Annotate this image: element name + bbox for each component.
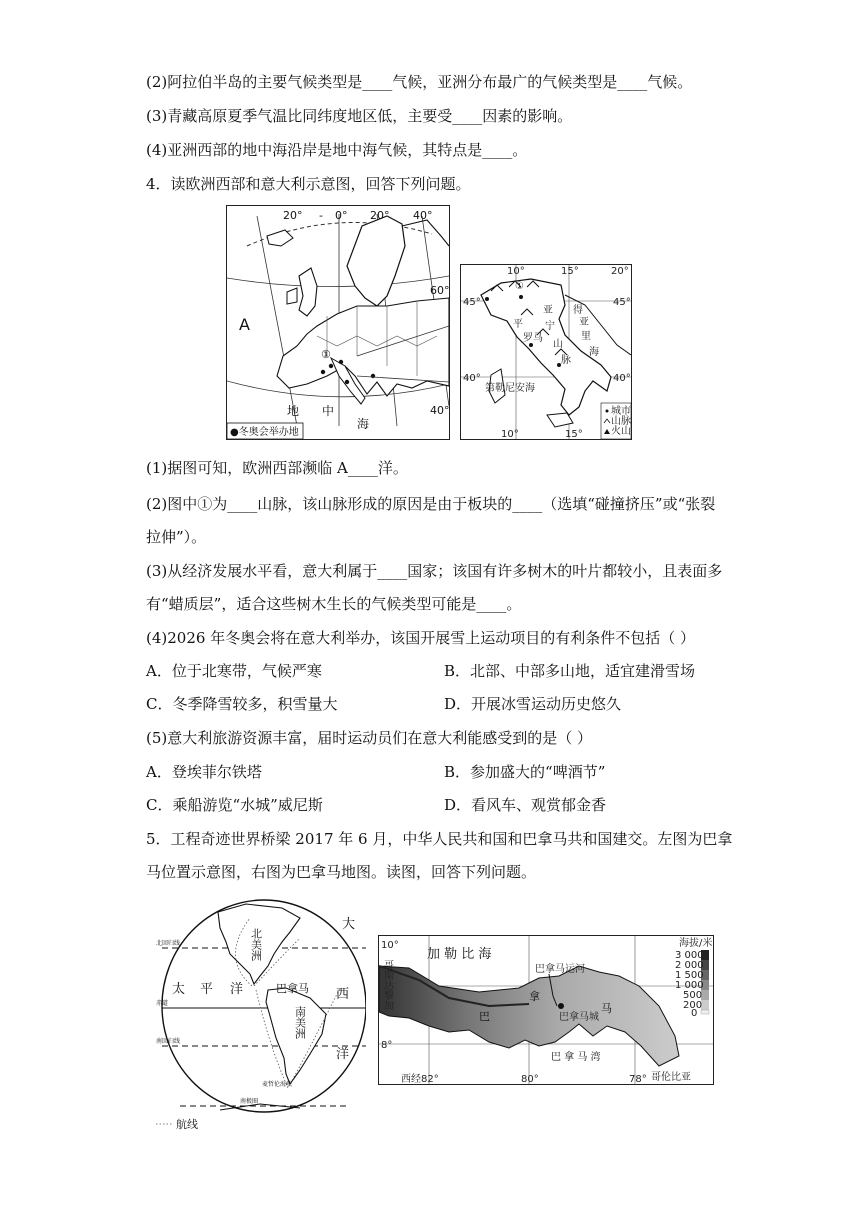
panama-lon-80: 80° (521, 1074, 539, 1084)
q4-part5-option-a: A．登埃菲尔铁塔 (146, 763, 262, 781)
panama-country-2: 巴 (479, 1010, 490, 1023)
magellan-label: 麦哲伦海峡 (262, 1081, 293, 1088)
elev-1500: 1 500 (675, 970, 704, 981)
sea-label-1: 地 (287, 404, 300, 418)
pacific-3: 洋 (230, 982, 244, 997)
q4-part4-option-c: C．冬季降雪较多，积雪量大 (146, 695, 338, 713)
italy-bottom-lon-10: 10° (501, 429, 519, 439)
antarctic-label: 南极圈 (240, 1098, 259, 1105)
south-america-label: 南美洲 (293, 1006, 307, 1039)
italy-lat-40-left: 40° (463, 373, 481, 384)
alps-marker: ① (321, 348, 331, 361)
ocean-label-a: A (239, 315, 250, 334)
europe-lon-4: 40° (413, 209, 433, 222)
q4-part3a: (3)从经济发展水平看，意大利属于____国家；该国有许多树木的叶片都较小，且表面多 (146, 562, 723, 580)
costa-rica-label: 哥斯达黎加 (381, 960, 393, 1010)
italy-label-rome: 罗马 (523, 333, 543, 344)
panama-city-label: 巴拿马城 (559, 1012, 599, 1023)
q4-part5-option-c: C．乘船游览“水城”威尼斯 (146, 796, 323, 814)
q4-part2b: 拉伸”）。 (146, 528, 207, 546)
panama-label: 巴拿马 (276, 982, 309, 995)
q4-part3b: 有“蜡质层”，适合这些树木生长的气候类型可能是____。 (146, 595, 522, 613)
tyrrhenian-sea: 第勒尼安海 (485, 383, 535, 394)
q4-part4-option-d: D．开展冰雪运动历史悠久 (444, 695, 622, 713)
colombia-label: 哥伦比亚 (651, 1072, 691, 1083)
italy-label-1: 亚 (543, 305, 553, 316)
italy-label-6: 脉 (561, 355, 571, 366)
q3-part3: (3)青藏高原夏季气温比同纬度地区低，主要受____因素的影响。 (146, 107, 573, 125)
atlantic-2: 西 (336, 987, 350, 1002)
elev-3000: 3 000 (675, 950, 704, 961)
elevation-legend-title: 海拔/米 (679, 938, 713, 949)
elev-200: 200 (683, 1000, 703, 1011)
italy-label-2: 平 (513, 319, 523, 330)
atlantic-3: 洋 (336, 1047, 350, 1062)
europe-lat-40: 40° (430, 404, 449, 417)
atlantic-1: 大 (342, 917, 356, 932)
caribbean-label: 加 勒 比 海 (427, 947, 492, 962)
q4-part5: (5)意大利旅游资源丰富，届时运动员们在意大利能感受到的是（ ） (146, 729, 593, 747)
italy-lon-10: 10° (507, 266, 525, 277)
italy-lon-15: 15° (561, 266, 579, 277)
sea-label-2: 中 (322, 404, 335, 418)
q4-part5-option-b: B．参加盛大的“啤酒节” (444, 763, 606, 781)
italy-lat-45-left: 45° (463, 297, 481, 308)
italy-map (460, 264, 632, 440)
italy-lat-40-right: 40° (613, 373, 631, 384)
italy-lon-20: 20° (611, 266, 629, 277)
globe-map (150, 898, 366, 1130)
italy-label-8: 得 (573, 305, 583, 316)
europe-lat-60: 60° (430, 284, 449, 297)
north-america-label: 北美洲 (249, 928, 263, 961)
q4-part1: (1)据图可知，欧洲西部濒临 A____洋。 (146, 459, 408, 477)
panama-lon-78: 78° (629, 1074, 647, 1084)
europe-lon-3: 20° (370, 209, 390, 222)
europe-legend: ●冬奥会举办地 (230, 427, 299, 438)
legend-volcano: 火山 (611, 426, 631, 437)
q4-part5-option-d: D．看风车、观赏郁金香 (444, 796, 607, 814)
italy-label-10: 海 (589, 347, 599, 358)
q4-part2a: (2)图中①为____山脉，该山脉形成的原因是由于板块的____（选填“碰撞挤压”或“张裂 (146, 495, 716, 513)
italy-bottom-lon-15: 15° (565, 429, 583, 439)
elev-1000: 1 000 (675, 980, 704, 991)
italy-label-9: 里 (581, 331, 591, 342)
pacific-1: 太 (172, 982, 186, 997)
europe-lon-1: 20° (283, 209, 303, 222)
italy-label-5: 山 (553, 339, 563, 350)
tropic-south-label: 南回归线 (156, 1038, 181, 1045)
panama-map (378, 935, 714, 1085)
panama-country-1: 拿 (529, 990, 540, 1003)
tropic-north-label: 北回归线 (156, 940, 181, 947)
pacific-2: 平 (200, 982, 214, 997)
elev-500: 500 (683, 990, 703, 1001)
q5-stem-b: 马位置示意图，右图为巴拿马地图。读图，回答下列问题。 (146, 863, 537, 881)
elev-0: 0 (691, 1008, 698, 1019)
italy-lat-45-right: 45° (613, 297, 631, 308)
q4-stem: 4．读欧洲西部和意大利示意图，回答下列问题。 (146, 175, 471, 193)
italy-label-7: 亚 (579, 317, 589, 328)
q3-part2: (2)阿拉伯半岛的主要气候类型是____气候，亚洲分布最广的气候类型是____气候。 (146, 73, 693, 91)
europe-map (226, 205, 450, 440)
panama-lat-10: 10° (381, 940, 399, 951)
svg-text:-: - (319, 209, 323, 222)
q3-part4: (4)亚洲西部的地中海沿岸是地中海气候，其特点是____。 (146, 141, 528, 159)
q4-part4-option-b: B．北部、中部多山地，适宜建滑雪场 (444, 662, 696, 680)
panama-lon-82: 西经82° (401, 1074, 439, 1084)
q5-stem-a: 5．工程奇迹世界桥梁 2017 年 6 月，中华人民共和国和巴拿马共和国建交。左图为巴拿 (146, 830, 733, 848)
elev-2000: 2 000 (675, 960, 704, 971)
legend-city: 城市 (611, 406, 631, 417)
panama-lat-8: 8° (381, 1040, 393, 1051)
italy-marker: ① (515, 281, 524, 292)
q4-part4: (4)2026 年冬奥会将在意大利举办，该国开展雪上运动项目的有利条件不包括（ ） (146, 629, 695, 647)
canal-label: 巴拿马运河 (535, 964, 585, 975)
gulf-label: 巴 拿 马 湾 (551, 1052, 601, 1063)
europe-lon-2: 0° (335, 209, 348, 222)
q4-part4-option-a: A．位于北寒带，气候严寒 (146, 662, 322, 680)
legend-mountain: 山脉 (611, 416, 631, 427)
sea-label-3: 海 (357, 417, 370, 431)
equator-label: 赤道 (156, 1000, 169, 1007)
italy-label-4: 宁 (545, 321, 555, 332)
panama-country-3: 马 (601, 1002, 612, 1015)
route-legend: 航线 (176, 1118, 198, 1130)
